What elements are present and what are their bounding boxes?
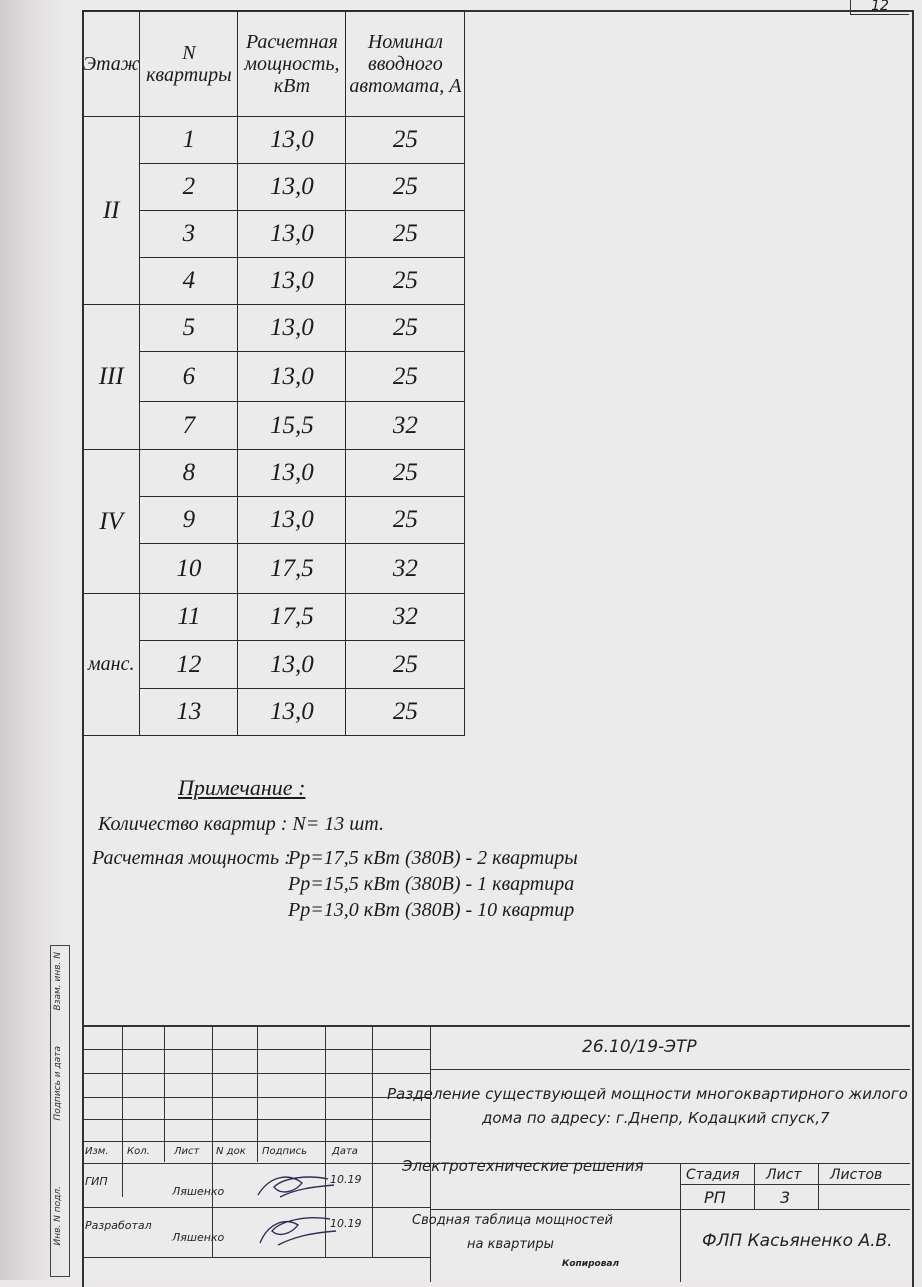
note-power-line: Рр=13,0 кВт (380В) - 10 квартир (288, 899, 575, 921)
grid-line (82, 1207, 430, 1208)
breaker-cell: 32 (346, 544, 465, 594)
header-list: Лист (174, 1146, 200, 1157)
company-name: ФЛП Касьяненко А.В. (702, 1231, 893, 1251)
side-strip-label: Инв. N подл. (53, 1186, 63, 1246)
power-cell: 13,0 (238, 689, 346, 736)
apartment-cell: 4 (140, 258, 238, 305)
apartment-cell: 13 (140, 689, 238, 736)
note-power-line: Рр=15,5 кВт (380В) - 1 квартира (288, 873, 575, 895)
power-cell: 13,0 (238, 352, 346, 402)
table-row (83, 352, 465, 402)
note-power-line: Рр=17,5 кВт (380В) - 2 квартиры (288, 847, 578, 869)
apartment-cell: 1 (140, 117, 238, 164)
grid-line (430, 1027, 431, 1282)
header-kol: Кол. (127, 1146, 150, 1157)
signature-developer (250, 1209, 340, 1253)
floor-cell: III (83, 305, 140, 450)
power-cell: 13,0 (238, 258, 346, 305)
apartment-cell: 8 (140, 450, 238, 497)
side-approval-strip (50, 945, 70, 1277)
power-cell: 13,0 (238, 164, 346, 211)
apartment-cell: 7 (140, 402, 238, 450)
grid-line (430, 1209, 910, 1210)
grid-line (430, 1069, 910, 1070)
header-sign: Подпись (262, 1146, 307, 1157)
header-power: Расчетная мощность, кВт (238, 11, 346, 117)
breaker-cell: 25 (346, 305, 465, 352)
apartment-cell: 9 (140, 497, 238, 544)
breaker-cell: 32 (346, 594, 465, 641)
table-row (83, 402, 465, 450)
breaker-cell: 25 (346, 689, 465, 736)
grid-line (754, 1163, 755, 1209)
grid-line (82, 1257, 430, 1258)
grid-line (82, 1141, 430, 1142)
header-breaker: Номинал вводного автомата, А (346, 11, 465, 117)
table-row (83, 117, 465, 164)
name-developer: Ляшенко (172, 1231, 225, 1244)
header-izm: Изм. (85, 1146, 109, 1157)
grid-line (680, 1163, 681, 1282)
grid-line (372, 1027, 373, 1257)
side-strip-label: Подпись и дата (53, 1046, 63, 1121)
table-row (83, 497, 465, 544)
table-row (83, 258, 465, 305)
sheet-number: 12 (850, 0, 909, 15)
grid-line (212, 1027, 213, 1257)
document-code: 26.10/19-ЭТР (582, 1037, 697, 1057)
header-ndok: N док (216, 1146, 246, 1157)
floor-cell: манс. (83, 594, 140, 736)
apartment-cell: 3 (140, 211, 238, 258)
sheets-label: Листов (830, 1167, 883, 1183)
apartment-cell: 6 (140, 352, 238, 402)
grid-line (122, 1027, 123, 1197)
power-cell: 17,5 (238, 594, 346, 641)
power-cell: 13,0 (238, 117, 346, 164)
breaker-cell: 25 (346, 352, 465, 402)
breaker-cell: 25 (346, 117, 465, 164)
table-row (83, 211, 465, 258)
apartment-cell: 10 (140, 544, 238, 594)
grid-line (82, 1097, 430, 1098)
breaker-cell: 25 (346, 211, 465, 258)
power-cell: 13,0 (238, 497, 346, 544)
breaker-cell: 25 (346, 164, 465, 211)
power-cell: 15,5 (238, 402, 346, 450)
power-cell: 13,0 (238, 641, 346, 689)
power-cell: 13,0 (238, 211, 346, 258)
project-title-line: Разделение существующей мощности многоквартирного жилого (387, 1085, 908, 1103)
grid-line (82, 1049, 430, 1050)
header-date: Дата (332, 1146, 358, 1157)
breaker-cell: 25 (346, 641, 465, 689)
table-row (83, 689, 465, 736)
power-cell: 17,5 (238, 544, 346, 594)
table-row (83, 450, 465, 497)
table-row (83, 544, 465, 594)
apartment-cell: 5 (140, 305, 238, 352)
grid-line (82, 1119, 430, 1120)
table-row (83, 305, 465, 352)
section-title: Электротехнические решения (402, 1157, 644, 1175)
project-title-line: дома по адресу: г.Днепр, Кодацкий спуск,7 (482, 1109, 830, 1127)
stage-value: РП (704, 1188, 726, 1207)
breaker-cell: 25 (346, 497, 465, 544)
breaker-cell: 25 (346, 258, 465, 305)
floor-cell: IV (83, 450, 140, 594)
apartment-cell: 11 (140, 594, 238, 641)
note-apartment-count: Количество квартир : N= 13 шт. (98, 813, 384, 835)
sheet-label: Лист (766, 1167, 802, 1183)
sheet-value: 3 (780, 1188, 791, 1207)
breaker-cell: 25 (346, 450, 465, 497)
floor-cell: II (83, 117, 140, 305)
apartment-power-table (82, 10, 465, 736)
table-row (83, 594, 465, 641)
apartment-cell: 12 (140, 641, 238, 689)
role-gip: ГИП (85, 1175, 108, 1188)
apartment-cell: 2 (140, 164, 238, 211)
header-apartment: N квартиры (140, 11, 238, 117)
power-cell: 13,0 (238, 305, 346, 352)
title-block (82, 1025, 910, 1282)
copied-label: Копировал (562, 1259, 620, 1269)
breaker-cell: 32 (346, 402, 465, 450)
header-floor: Этаж (83, 11, 140, 117)
note-power-label: Расчетная мощность : (92, 847, 291, 869)
power-cell: 13,0 (238, 450, 346, 497)
note-title: Примечание : (178, 775, 306, 800)
grid-line (818, 1163, 819, 1209)
date-developer: 10.19 (330, 1217, 362, 1230)
grid-line (680, 1184, 910, 1185)
sheet-title-line: Сводная таблица мощностей (412, 1213, 613, 1228)
sheet-title-line: на квартиры (467, 1237, 554, 1252)
stage-label: Стадия (686, 1167, 740, 1183)
side-strip-label: Взам. инв. N (53, 952, 63, 1011)
date-gip: 10.19 (330, 1173, 362, 1186)
grid-line (82, 1073, 430, 1074)
table-row (83, 164, 465, 211)
signature-gip (250, 1165, 340, 1205)
name-gip: Ляшенко (172, 1185, 225, 1198)
table-row (83, 641, 465, 689)
role-developer: Разработал (85, 1219, 152, 1232)
